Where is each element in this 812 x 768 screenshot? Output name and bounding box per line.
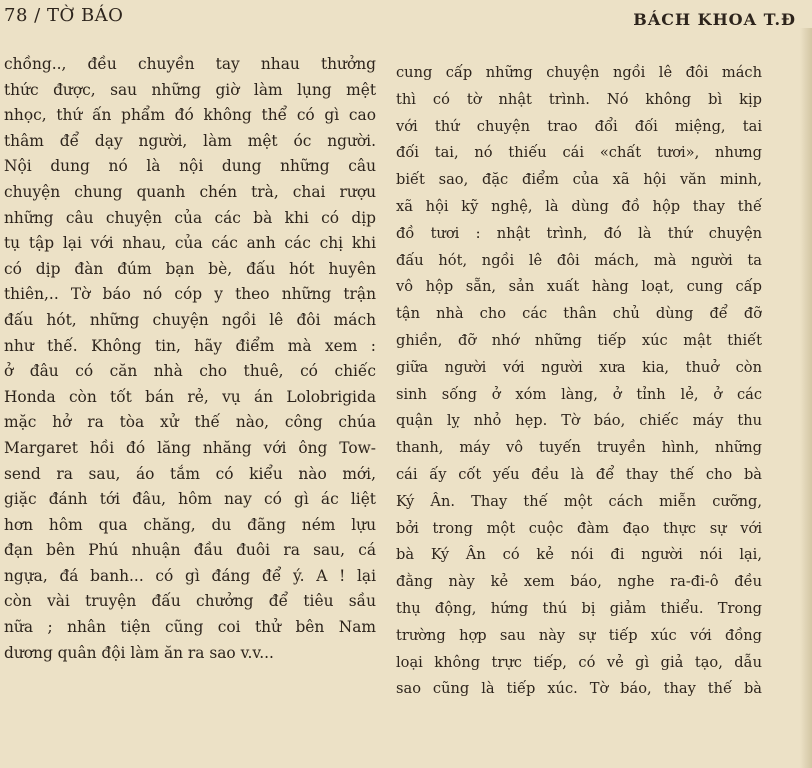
text-line: vô hộp sẵn, sản xuất hàng loạt, cung cấp (396, 278, 762, 296)
text-line: sao cũng là tiếp xúc. Tờ báo, thay thế bà (396, 680, 762, 698)
text-line: đối tai, nó thiếu cái «chất tươi», nhưng (396, 144, 762, 162)
header-separator: / (34, 5, 41, 26)
text-line: thanh, máy vô tuyến truyền hình, những (396, 439, 762, 457)
text-line: giặc đánh tới đâu, hôm nay có gì ác liệt (4, 490, 376, 509)
text-line: đấu hót, ngồi lê đôi mách, mà người ta (396, 251, 762, 269)
text-line: giữa người với người xưa kia, thuở còn (396, 358, 762, 376)
text-line: thức được, sau những giờ làm lụng mệt (4, 80, 376, 99)
text-line: nữa ; nhân tiện cũng coi thử bên Nam (4, 618, 376, 637)
text-line: đằng này kẻ xem báo, nghe ra-đi-ô đều (396, 573, 762, 591)
text-line: nhọc, thứ ấn phẩm đó không thể có gì cao (4, 106, 376, 125)
text-line: xã hội kỹ nghệ, là dùng đồ hộp thay thế (396, 197, 762, 215)
text-line: thì có tờ nhật trình. Nó không bì kịp (396, 90, 762, 108)
right-column (396, 52, 762, 703)
text-line: Honda còn tốt bán rẻ, vụ án Lolobrigida (4, 387, 376, 406)
text-line: bà Ký Ân có kẻ nói đi người nói lại, (396, 546, 762, 564)
text-line: Ký Ân. Thay thế một cách miễn cưỡng, (396, 492, 762, 510)
text-line: loại không trực tiếp, có vẻ gì giả tạo, dẫu (396, 653, 762, 671)
text-line: thụ động, hứng thú bị giảm thiểu. Trong (396, 599, 762, 617)
page-edge-shadow (800, 28, 812, 768)
text-line: bởi trong một cuộc đàm đạo thực sự với (396, 519, 762, 537)
page-header (0, 0, 812, 40)
text-line: tận nhà cho các thân chủ dùng để đỡ (396, 305, 762, 323)
text-line: send ra sau, áo tắm có kiểu nào mới, (4, 464, 376, 483)
running-head: BÁCH KHOA T.Đ (633, 10, 796, 29)
text-line: dương quân đội làm ăn ra sao v.v... (4, 643, 274, 662)
text-line: còn vài truyện đấu chưởng để tiêu sầu (4, 592, 376, 611)
text-line: Nội dung nó là nội dung những câu (4, 157, 376, 176)
text-line: cái ấy cốt yếu đều là để thay thế cho bà (396, 465, 762, 483)
text-line: trường hợp sau này sự tiếp xúc với đồng (396, 626, 762, 644)
text-line: đồ tươi : nhật trình, đó là thứ chuyện (396, 224, 762, 242)
text-line: những câu chuyện của các bà khi có dịp (4, 208, 376, 227)
text-line: biết sao, đặc điểm của xã hội văn minh, (396, 171, 762, 189)
text-line: với thứ chuyện trao đổi đối miệng, tai (396, 117, 762, 135)
text-line: ghiền, đỡ nhớ những tiếp xúc mật thiết (396, 331, 762, 349)
text-line: tụ tập lại với nhau, của các anh các chị khi (4, 234, 376, 253)
text-line: ngựa, đá banh... có gì đáng để ý. A ! lại (4, 566, 376, 585)
page-number: 78 (4, 5, 28, 26)
text-line: hơn hôm qua chăng, du đãng ném lựu (4, 515, 376, 534)
text-line: mặc hở ra tòa xử thế nào, công chúa (4, 413, 376, 432)
text-line: đấu hót, những chuyện ngồi lê đôi mách (4, 310, 376, 329)
text-line: chồng.., đều chuyền tay nhau thưởng (4, 55, 376, 73)
text-line: có dịp đàn đúm bạn bè, đấu hót huyên (4, 259, 376, 278)
header-left (4, 5, 123, 26)
text-line: cung cấp những chuyện ngồi lê đôi mách (396, 64, 762, 81)
text-line: như thế. Không tin, hãy điểm mà xem : (4, 336, 376, 355)
section-title: TỜ BÁO (46, 5, 124, 26)
left-column (4, 52, 376, 666)
text-line: Margaret hồi đó lăng nhăng với ông Tow- (4, 438, 376, 457)
text-line: chuyện chung quanh chén trà, chai rượu (4, 182, 376, 201)
text-line: ở đâu có căn nhà cho thuê, có chiếc (4, 362, 376, 381)
text-line: đạn bên Phú nhuận đầu đuôi ra sau, cá (4, 541, 376, 560)
text-line: quận lỵ nhỏ hẹp. Tờ báo, chiếc máy thu (396, 412, 762, 430)
text-line: sinh sống ở xóm làng, ở tỉnh lẻ, ở các (396, 385, 762, 403)
text-line: thâm để dạy người, làm mệt óc người. (4, 131, 376, 150)
text-line: thiên,.. Tờ báo nó cóp y theo những trận (4, 285, 376, 304)
